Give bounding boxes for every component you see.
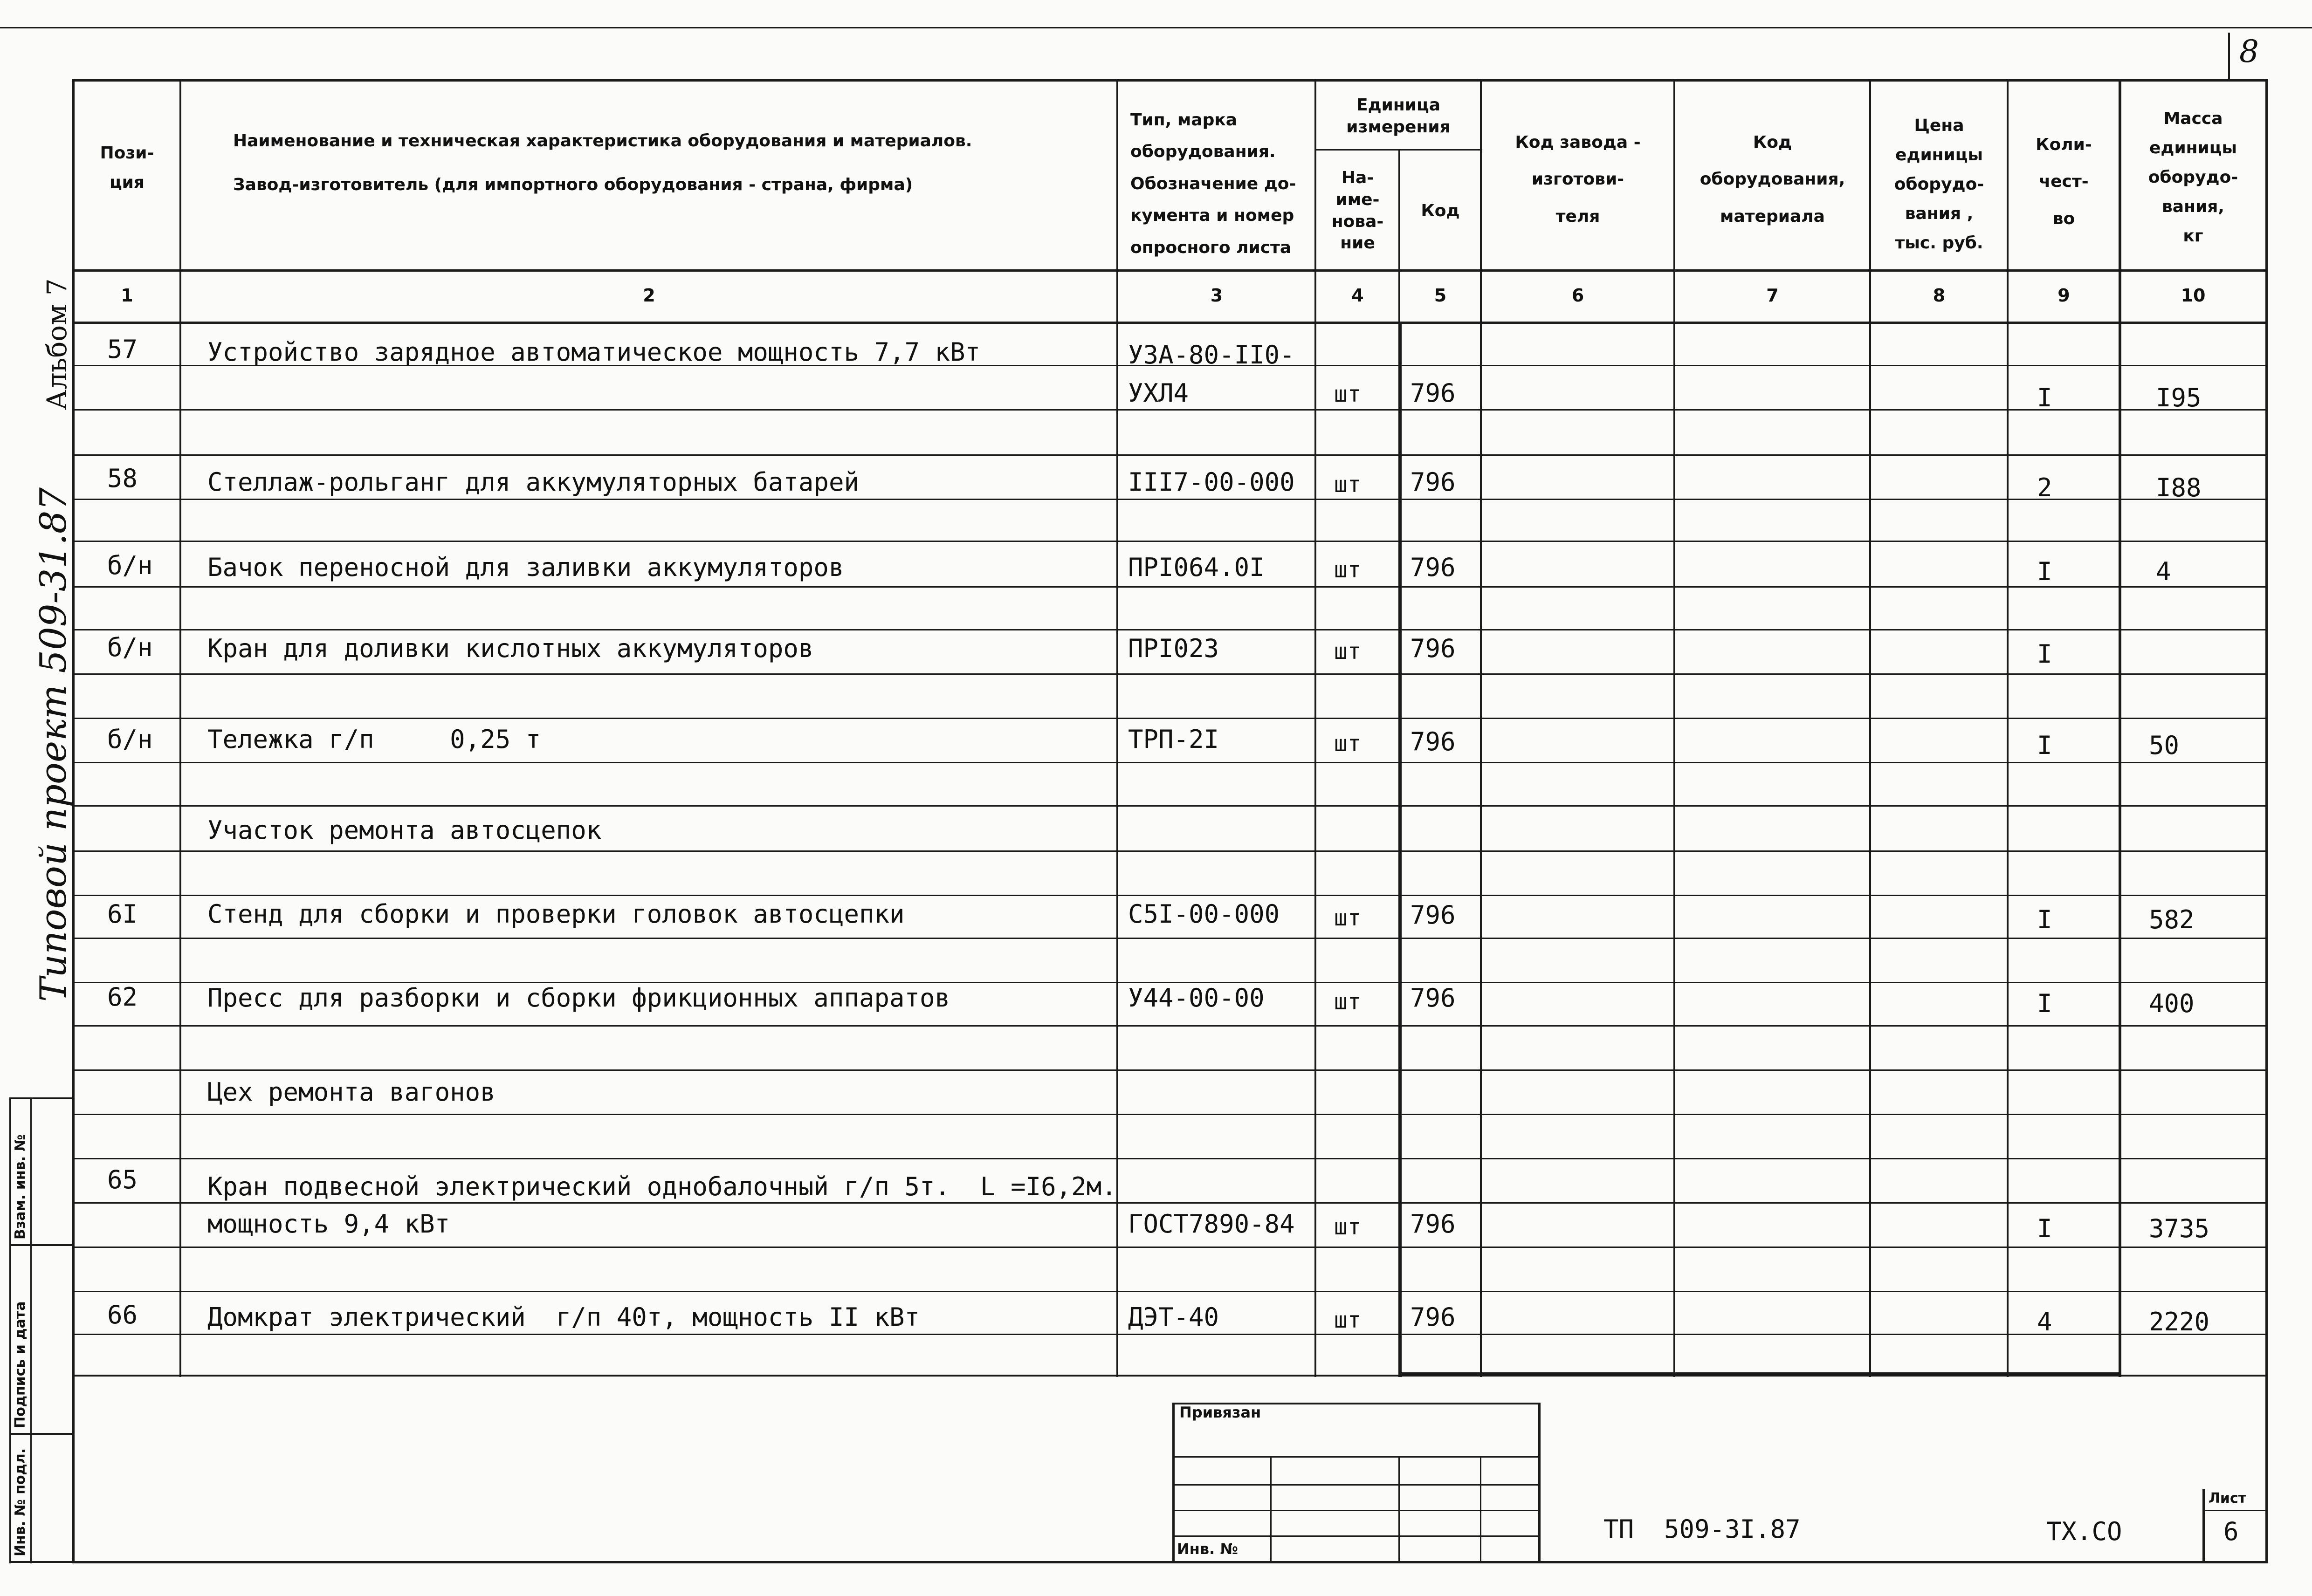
column-number: 1 xyxy=(121,285,133,306)
column-number: 2 xyxy=(643,285,655,306)
sheet-label: Лист xyxy=(2209,1490,2247,1507)
cell-quantity: 4 xyxy=(2037,1307,2052,1336)
cell-name: Кран подвесной электрический однобалочный г/п 5т. L =I6,2м. xyxy=(207,1172,1117,1201)
cell-mass: I88 xyxy=(2156,473,2202,502)
header-name: Наименование и техническая характеристика оборудования и материалов. Завод-изготовитель (для импортного оборудования - страна, фирма) xyxy=(233,131,972,194)
cell-type: У44-00-00 xyxy=(1128,983,1265,1013)
cell-position: б/н xyxy=(107,725,153,754)
header-quantity: Коли- чест- во xyxy=(2036,135,2092,228)
cell-code: 796 xyxy=(1410,634,1456,663)
cell-mass: 50 xyxy=(2149,731,2180,760)
cell-unit: шт xyxy=(1334,557,1361,583)
cell-quantity: I xyxy=(2037,639,2052,669)
cell-unit: шт xyxy=(1334,638,1361,664)
column-number: 7 xyxy=(1766,285,1779,306)
table-frame-top xyxy=(72,79,2268,82)
cell-mass: 582 xyxy=(2149,905,2195,934)
column-number: 9 xyxy=(2057,285,2070,306)
header-price: Цена единицы оборудо- вания , тыс. руб. xyxy=(1894,116,1984,253)
header-position: Пози- ция xyxy=(100,144,154,192)
cell-quantity: 2 xyxy=(2037,473,2052,502)
cell-name: Стеллаж-рольганг для аккумуляторных батарей xyxy=(207,467,859,497)
cell-name: Пресс для разборки и сборки фрикционных аппаратов xyxy=(207,983,950,1013)
header-unit-code: Код xyxy=(1421,201,1460,220)
cell-name: Домкрат электрический г/п 40т, мощность II кВт xyxy=(207,1302,920,1332)
cell-unit: шт xyxy=(1334,731,1361,757)
cell-quantity: I xyxy=(2037,383,2052,412)
cell-position: 62 xyxy=(107,982,138,1012)
cell-type: ГОСТ7890-84 xyxy=(1128,1209,1295,1239)
cell-mass: 2220 xyxy=(2149,1307,2210,1336)
header-equipment-code: Код оборудования, материала xyxy=(1700,133,1845,226)
cell-type: ДЭТ-40 xyxy=(1128,1302,1219,1332)
sheet-number: 6 xyxy=(2223,1517,2239,1546)
cell-mass: 400 xyxy=(2149,989,2195,1018)
header-unit-name: На- име- нова- ние xyxy=(1331,168,1384,253)
column-number: 6 xyxy=(1571,285,1584,306)
cell-code: 796 xyxy=(1410,1302,1456,1332)
cell-quantity: I xyxy=(2037,731,2052,760)
cell-code: 796 xyxy=(1410,378,1456,408)
cell-unit: шт xyxy=(1334,381,1361,407)
cell-type: ПРI064.0I xyxy=(1128,553,1265,582)
inv-no-label: Инв. № xyxy=(1177,1540,1238,1558)
header-mass: Масса единицы оборудо- вания, кг xyxy=(2148,109,2238,246)
cell-position: 66 xyxy=(107,1300,138,1329)
header-type: Тип, марка оборудования. Обозначение до- кумента и номер опросного листа xyxy=(1130,110,1296,257)
cell-code: 796 xyxy=(1410,467,1456,497)
header-unit-group: Единица измерения xyxy=(1346,96,1451,137)
cell-code: 796 xyxy=(1410,983,1456,1013)
cell-unit: шт xyxy=(1334,1214,1361,1240)
cell-position: 58 xyxy=(107,464,138,493)
cell-position: 6I xyxy=(107,899,138,929)
sign-date-label: Подпись и дата xyxy=(12,1301,28,1428)
column-number: 10 xyxy=(2181,285,2206,306)
cell-mass: 3735 xyxy=(2149,1214,2210,1243)
inv-podl-label: Инв. № подл. xyxy=(12,1448,28,1556)
section-title: Участок ремонта автосцепок xyxy=(207,815,602,845)
cell-name: мощность 9,4 кВт xyxy=(207,1209,450,1239)
cell-unit: шт xyxy=(1334,905,1361,931)
column-number: 8 xyxy=(1933,285,1946,306)
cell-code: 796 xyxy=(1410,900,1456,930)
cell-unit: шт xyxy=(1334,1307,1361,1333)
cell-position: б/н xyxy=(107,551,153,580)
cell-position: б/н xyxy=(107,633,153,662)
album-label: Альбом 7 xyxy=(41,278,73,410)
cell-mass: 4 xyxy=(2156,557,2171,586)
cell-name: Устройство зарядное автоматическое мощность 7,7 кВт xyxy=(207,337,981,367)
cell-quantity: I xyxy=(2037,989,2052,1018)
cell-name: Бачок переносной для заливки аккумуляторов xyxy=(207,553,844,582)
cell-code: 796 xyxy=(1410,1209,1456,1239)
section-title: Цех ремонта вагонов xyxy=(207,1077,495,1107)
privyazan-label: Привязан xyxy=(1179,1404,1261,1421)
cell-position: 65 xyxy=(107,1165,138,1194)
cell-type: УХЛ4 xyxy=(1128,378,1189,408)
cell-quantity: I xyxy=(2037,905,2052,934)
cell-name: Кран для доливки кислотных аккумуляторов xyxy=(207,634,814,663)
cell-position: 57 xyxy=(107,335,138,364)
cell-name: Стенд для сборки и проверки головок автосцепки xyxy=(207,899,905,929)
cell-name: Тележка г/п 0,25 т xyxy=(207,725,541,754)
cell-type: III7-00-000 xyxy=(1128,467,1295,497)
cell-code: 796 xyxy=(1410,727,1456,756)
cell-unit: шт xyxy=(1334,989,1361,1015)
cell-code: 796 xyxy=(1410,553,1456,582)
column-number: 3 xyxy=(1210,285,1223,306)
cell-mass: I95 xyxy=(2156,383,2202,412)
document-code: ТП 509-3I.87 xyxy=(1603,1514,1801,1544)
document-mark: ТХ.СО xyxy=(2046,1517,2122,1546)
header-maker-code: Код завода - изготови- теля xyxy=(1515,133,1641,226)
project-label: Типовой проект 509-31.87 xyxy=(33,487,75,1002)
cell-quantity: I xyxy=(2037,1214,2052,1243)
cell-quantity: I xyxy=(2037,557,2052,586)
cell-type: УЗА-80-II0- xyxy=(1128,340,1295,370)
cell-type: ТРП-2I xyxy=(1128,725,1219,754)
column-number: 4 xyxy=(1351,285,1364,306)
column-number: 5 xyxy=(1434,285,1447,306)
inv-vzam-label: Взам. инв. № xyxy=(12,1134,28,1240)
sheet-corner-number: 8 xyxy=(2239,34,2259,69)
cell-unit: шт xyxy=(1334,472,1361,498)
cell-type: С5I-00-000 xyxy=(1128,899,1280,929)
cell-type: ПРI023 xyxy=(1128,634,1219,663)
